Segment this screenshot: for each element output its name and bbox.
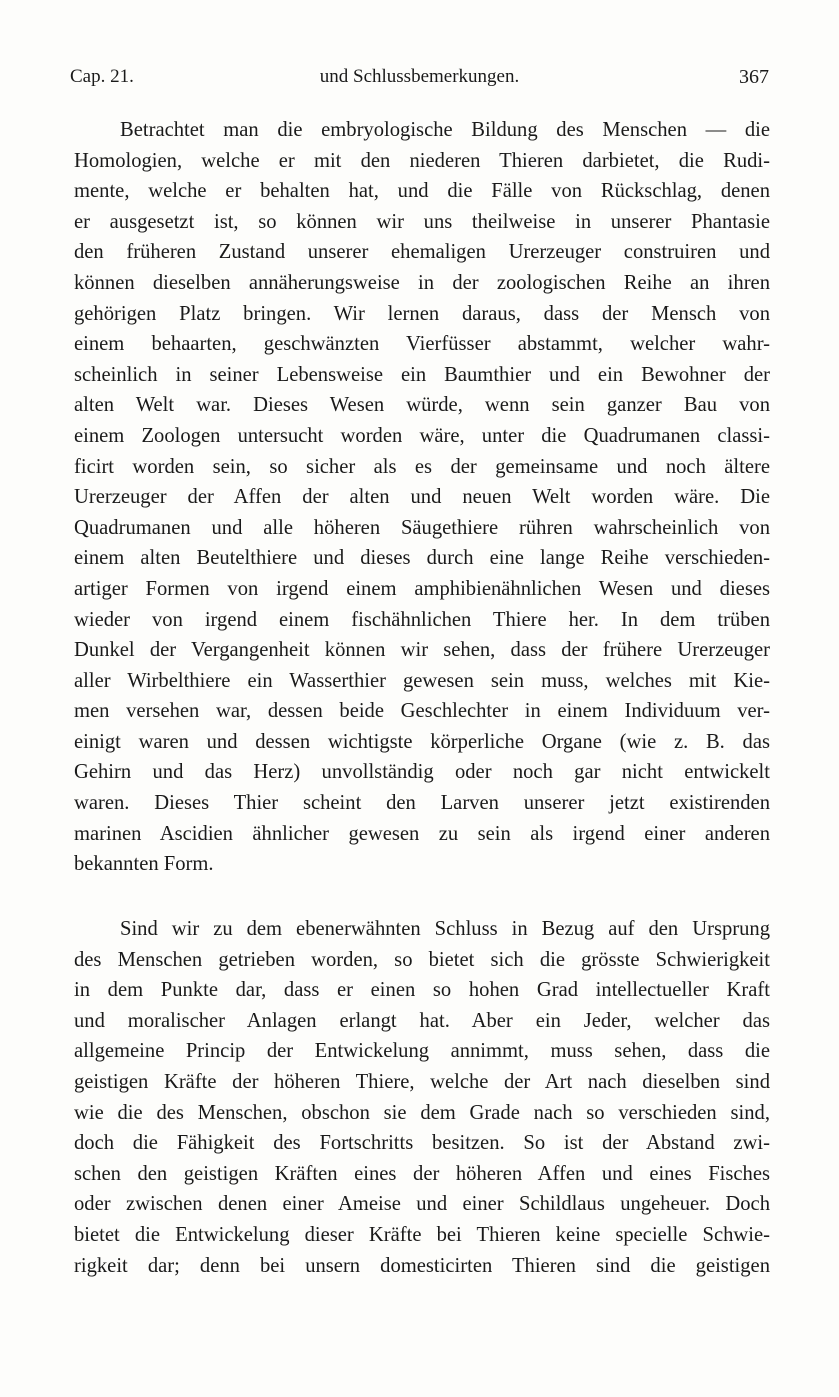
text-line: Sind wir zu dem ebenerwähnten Schluss in Bezug auf den Ursprung [120,918,770,940]
text-line: Homologien, welche er mit den niederen Thieren darbietet, die Rudi- [74,149,770,172]
text-line: und moralischer Anlagen erlangt hat. Aber ein Jeder, welcher das [74,1009,770,1032]
text-line: ficirt worden sein, so sicher als es der gemeinsame und noch ältere [74,455,770,478]
text-line: bietet die Entwickelung dieser Kräfte bei Thieren keine specielle Schwie- [74,1223,770,1246]
text-line: bekannten Form. [74,853,214,876]
text-line: den früheren Zustand unserer ehemaligen Urerzeuger construiren und [74,241,770,264]
text-line: alten Welt war. Dieses Wesen würde, wenn sein ganzer Bau von [74,394,770,417]
text-line: wieder von irgend einem fischähnlichen Thiere her. In dem trüben [74,608,770,631]
text-line: Dunkel der Vergangenheit können wir sehen, dass der frühere Urerzeuger [74,639,770,662]
text-line: einem alten Beutelthiere und dieses durch eine lange Reihe verschieden- [74,547,770,570]
text-line: geistigen Kräfte der höheren Thiere, welche der Art nach dieselben sind [74,1070,770,1093]
page-number: 367 [739,66,769,88]
text-line: Gehirn und das Herz) unvollständig oder noch gar nicht entwickelt [74,761,770,784]
text-line: wie die des Menschen, obschon sie dem Grade nach so verschieden sind, [74,1101,770,1124]
text-line: men versehen war, dessen beide Geschlechter in einem Individuum ver- [74,700,770,723]
text-line: des Menschen getrieben worden, so bietet sich die grösste Schwierigkeit [74,948,770,971]
text-line: waren. Dieses Thier scheint den Larven unserer jetzt existirenden [74,792,770,815]
text-line: Betrachtet man die embryologische Bildung des Menschen — die [120,119,770,141]
text-line: Urerzeuger der Affen der alten und neuen Welt worden wäre. Die [74,486,770,509]
text-line: rigkeit dar; denn bei unsern domesticirten Thieren sind die geistigen [74,1254,770,1277]
text-line: einigt waren und dessen wichtigste körperliche Organe (wie z. B. das [74,730,770,753]
text-line: gehörigen Platz bringen. Wir lernen daraus, dass der Mensch von [74,302,770,325]
paragraph-embryology [74,115,770,880]
text-line: oder zwischen denen einer Ameise und einer Schildlaus ungeheuer. Doch [74,1193,770,1216]
text-line: einem Zoologen untersucht worden wäre, unter die Quadrumanen classi- [74,424,770,447]
running-header [70,66,769,96]
text-line: artiger Formen von irgend einem amphibienähnlichen Wesen und dieses [74,577,770,600]
text-line: er ausgesetzt ist, so können wir uns theilweise in unserer Phantasie [74,210,770,233]
text-line: marinen Ascidien ähnlicher gewesen zu sein als irgend einer anderen [74,822,770,845]
text-line: können dieselben annäherungsweise in der zoologischen Reihe an ihren [74,271,770,294]
chapter-label: Cap. 21. [70,66,134,87]
text-line: allgemeine Princip der Entwickelung annimmt, muss sehen, dass die [74,1040,770,1063]
paragraph-mental-powers [74,914,770,1281]
text-line: scheinlich in seiner Lebensweise ein Baumthier und ein Bewohner der [74,363,770,386]
text-line: in dem Punkte dar, dass er einen so hohen Grad intellectueller Kraft [74,979,770,1002]
text-line: aller Wirbelthiere ein Wasserthier gewesen sein muss, welches mit Kie- [74,669,770,692]
text-line: schen den geistigen Kräften eines der höheren Affen und eines Fisches [74,1162,770,1185]
text-line: doch die Fähigkeit des Fortschritts besitzen. So ist der Abstand zwi- [74,1132,770,1155]
text-line: mente, welche er behalten hat, und die Fälle von Rückschlag, denen [74,180,770,203]
running-title: und Schlussbemerkungen. [319,66,520,87]
text-line: Quadrumanen und alle höheren Säugethiere rühren wahrscheinlich von [74,516,770,539]
text-line: einem behaarten, geschwänzten Vierfüsser abstammt, welcher wahr- [74,333,770,356]
